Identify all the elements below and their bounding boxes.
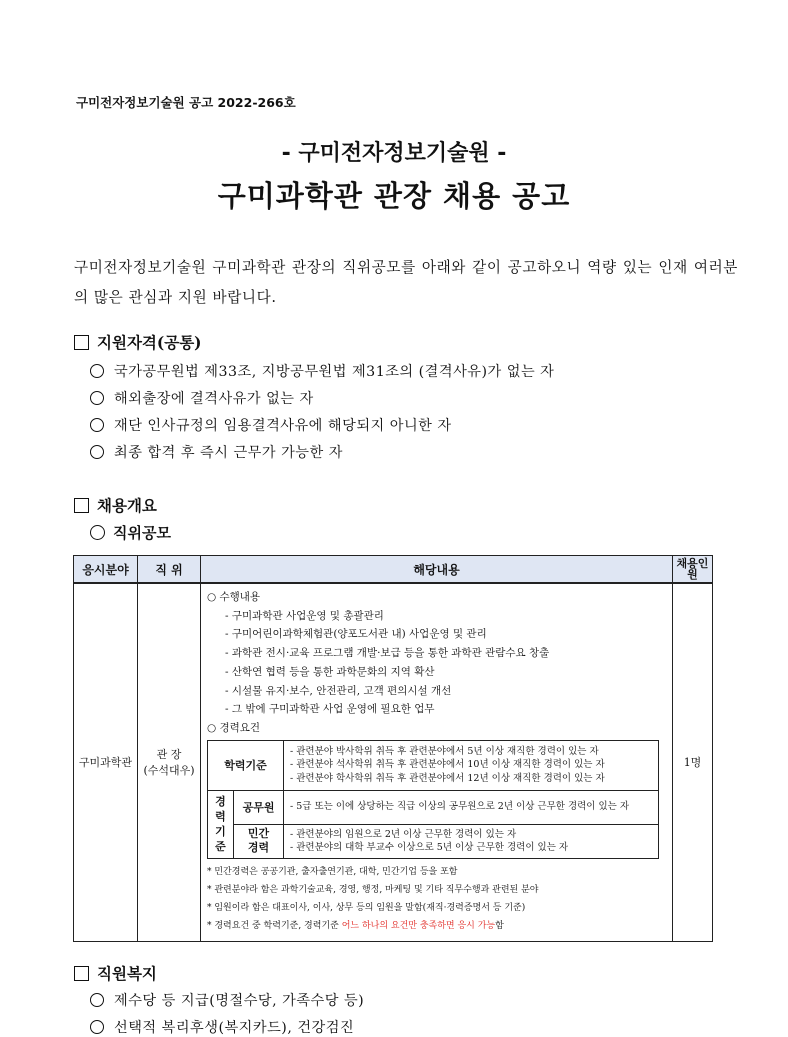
qualification-item: 국가공무원법 제33조, 지방공무원법 제31조의 (결격사유)가 없는 자 bbox=[90, 361, 554, 381]
note-item: * 민간경력은 공공기관, 출자출연기관, 대학, 민간기업 등을 포함 bbox=[207, 866, 458, 877]
welfare-heading: 직원복지 bbox=[74, 962, 157, 984]
intro-paragraph: 구미전자정보기술원 구미과학관 관장의 직위공모를 아래와 같이 공고하오니 역량 있는 인재 여러분의 많은 관심과 지원 바랍니다. bbox=[74, 259, 738, 306]
note-item: * 관련분야라 함은 과학기술교육, 경영, 행정, 마케팅 및 기타 직무수행과 관련된 분야 bbox=[207, 884, 539, 895]
table-row bbox=[74, 583, 713, 941]
recruitment-table bbox=[73, 555, 713, 942]
welfare-item: 선택적 복리후생(복지카드), 건강검진 bbox=[90, 1017, 354, 1037]
duty-item: - 시설물 유지·보수, 안전관리, 고객 편의시설 개선 bbox=[225, 684, 452, 697]
note-item: * 경력요건 중 학력기준, 경력기준 어느 하나의 요건만 충족하면 응시 가능함 bbox=[207, 920, 504, 931]
count-cell: 1명 bbox=[673, 583, 713, 941]
square-bullet-icon bbox=[74, 966, 89, 981]
document-title: 구미과학관 관장 채용 공고 bbox=[217, 179, 571, 213]
qualifications-heading: 지원자격(공통) bbox=[74, 331, 202, 353]
public-label: 공무원 bbox=[234, 790, 284, 824]
field-cell: 구미과학관 bbox=[74, 583, 138, 941]
circle-bullet-icon bbox=[90, 445, 104, 459]
requirements-title: ○ 경력요건 bbox=[207, 721, 261, 734]
qualification-item: 해외출장에 결격사유가 없는 자 bbox=[90, 388, 314, 408]
public-career-row bbox=[208, 790, 659, 824]
details-cell bbox=[201, 583, 673, 941]
circle-bullet-icon bbox=[90, 993, 104, 1007]
header-count: 채용인원 bbox=[673, 556, 713, 584]
education-row bbox=[208, 740, 659, 790]
square-bullet-icon bbox=[74, 335, 89, 350]
table-header-row bbox=[74, 556, 713, 584]
education-label: 학력기준 bbox=[208, 740, 284, 790]
duty-item: - 산학연 협력 등을 통한 과학문화의 지역 확산 bbox=[225, 665, 435, 678]
circle-bullet-icon bbox=[90, 525, 105, 540]
overview-heading: 채용개요 bbox=[74, 494, 157, 516]
position-cell: 관 장 (수석대우) bbox=[138, 583, 201, 941]
career-criteria-label: 경 력 기 준 bbox=[208, 790, 234, 858]
circle-bullet-icon bbox=[90, 391, 104, 405]
circle-bullet-icon bbox=[90, 418, 104, 432]
square-bullet-icon bbox=[74, 498, 89, 513]
note-item: * 임원이라 함은 대표이사, 이사, 상무 등의 임원을 말함(재직·경력증명서 등 기준) bbox=[207, 902, 526, 913]
header-field: 응시분야 bbox=[74, 556, 138, 584]
welfare-item: 제수당 등 지급(명절수당, 가족수당 등) bbox=[90, 990, 364, 1010]
private-criteria: - 관련분야의 임원으로 2년 이상 근무한 경력이 있는 자 - 관련분야의 대학 부교수 이상으로 5년 이상 근무한 경력이 있는 자 bbox=[284, 824, 659, 858]
qualification-item: 재단 인사규정의 임용결격사유에 해당되지 아니한 자 bbox=[90, 415, 452, 435]
red-emphasis: 어느 하나의 요건만 충족하면 응시 가능 bbox=[341, 920, 496, 931]
private-career-row bbox=[208, 824, 659, 858]
public-criteria: - 5급 또는 이에 상당하는 직급 이상의 공무원으로 2년 이상 근무한 경력이 있는 자 bbox=[284, 790, 659, 824]
notes bbox=[207, 863, 666, 935]
header-details: 해당내용 bbox=[201, 556, 673, 584]
requirements-table bbox=[207, 740, 659, 859]
organization-title: - 구미전자정보기술원 - bbox=[281, 141, 507, 166]
circle-bullet-icon bbox=[90, 364, 104, 378]
duty-item: - 그 밖에 구미과학관 사업 운영에 필요한 업무 bbox=[225, 703, 435, 716]
private-label: 민간 경력 bbox=[234, 824, 284, 858]
circle-bullet-icon bbox=[90, 1020, 104, 1034]
duty-item: - 과학관 전시·교육 프로그램 개발·보급 등을 통한 과학관 관람수요 창출 bbox=[225, 647, 550, 660]
qualification-item: 최종 합격 후 즉시 근무가 가능한 자 bbox=[90, 442, 343, 462]
education-criteria: - 관련분야 박사학위 취득 후 관련분야에서 5년 이상 재직한 경력이 있는 자 - 관련분야 석사학위 취득 후 관련분야에서 10년 이상 재직한 경력이 있는 자 - 관련분야 학사학위 취득 후 관련분야에서 12년 이상 재직한 경력이 있는 자 bbox=[284, 740, 659, 790]
duties-title: ○ 수행내용 bbox=[207, 591, 261, 603]
duty-item: - 구미어린이과학체험관(양포도서관 내) 사업운영 및 관리 bbox=[225, 628, 487, 641]
duty-item: - 구미과학관 사업운영 및 총괄관리 bbox=[225, 609, 384, 622]
notice-number: 구미전자정보기술원 공고 2022-266호 bbox=[76, 95, 296, 110]
position-subheading: 직위공모 bbox=[90, 522, 171, 543]
header-position: 직 위 bbox=[138, 556, 201, 584]
